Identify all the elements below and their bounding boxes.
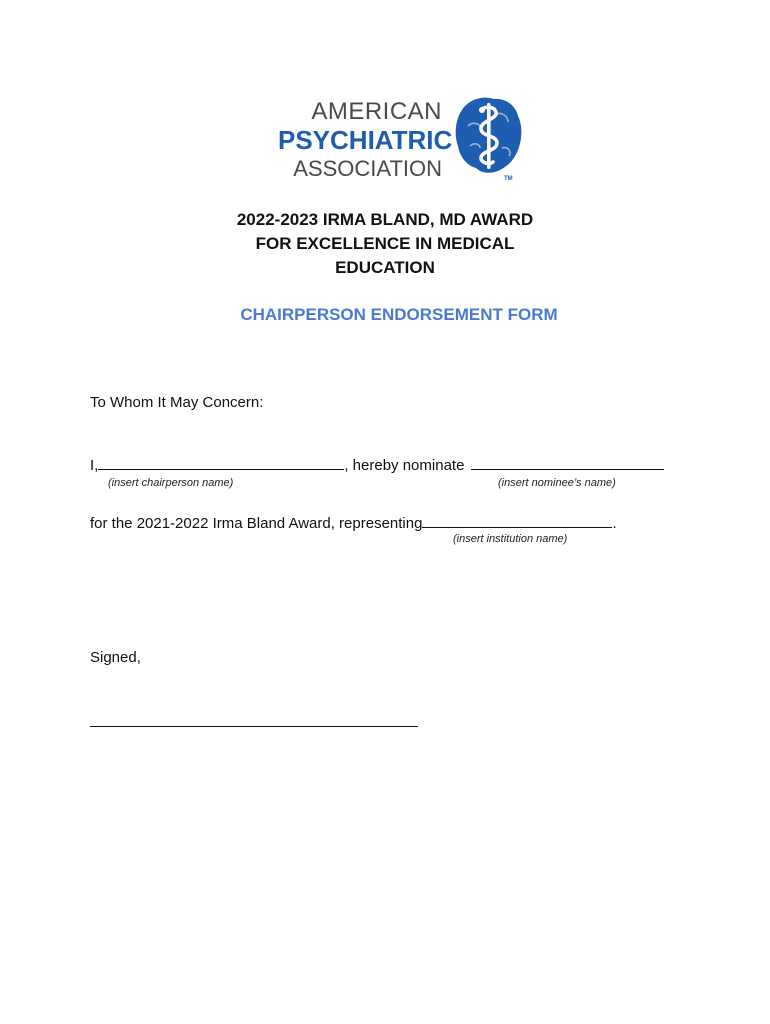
apa-logo — [278, 96, 528, 182]
nomination-prefix: I, — [90, 457, 99, 474]
signed-label: Signed, — [90, 649, 141, 666]
form-subtitle: CHAIRPERSON ENDORSEMENT FORM — [240, 305, 558, 324]
institution-name-hint: (insert institution name) — [453, 533, 568, 545]
chairperson-name-hint: (insert chairperson name) — [108, 477, 234, 489]
logo-line-american: AMERICAN — [311, 98, 442, 125]
representation-text: for the 2021-2022 Irma Bland Award, representing — [90, 515, 423, 532]
institution-name-field[interactable] — [422, 513, 612, 528]
title-line-1: 2022-2023 IRMA BLAND, MD AWARD — [236, 210, 534, 229]
nominee-name-hint: (insert nominee’s name) — [498, 477, 616, 489]
nomination-middle: , hereby nominate — [344, 457, 465, 474]
title-line-3: EDUCATION — [335, 258, 435, 277]
svg-text:TM: TM — [504, 176, 513, 182]
title-line-2: FOR EXCELLENCE IN MEDICAL — [255, 234, 515, 253]
nomination-line — [90, 455, 664, 474]
representation-end: . — [612, 515, 617, 532]
brain-caduceus-icon — [452, 96, 524, 182]
logo-wordmark — [278, 96, 453, 181]
representation-line — [90, 513, 617, 532]
nominee-name-field[interactable] — [471, 455, 664, 470]
document-title — [0, 208, 770, 280]
logo-line-psychiatric: PSYCHIATRIC — [278, 125, 453, 155]
salutation: To Whom It May Concern: — [90, 394, 264, 411]
logo-line-association: ASSOCIATION — [293, 156, 442, 181]
signature-field[interactable] — [90, 726, 418, 727]
chairperson-name-field[interactable] — [98, 455, 344, 470]
